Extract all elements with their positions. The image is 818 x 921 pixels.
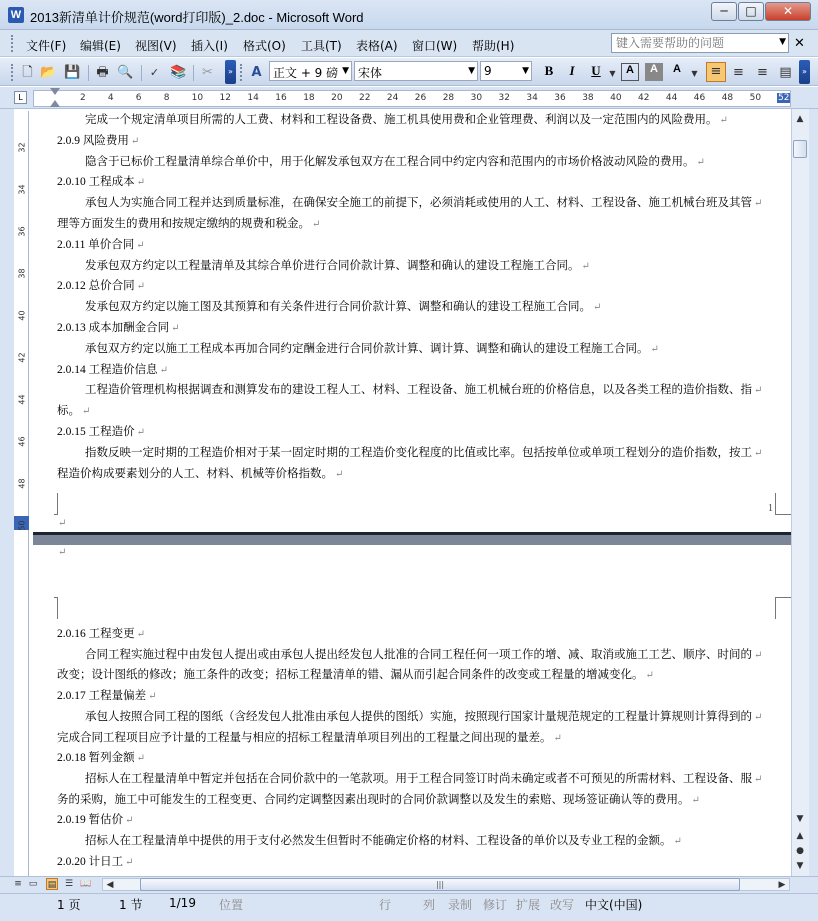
font-dropdown[interactable] (354, 61, 478, 81)
paragraph-mark: ↵ (335, 468, 344, 480)
paragraph-line (85, 770, 762, 786)
paragraph-mark: ↵ (171, 323, 180, 334)
horizontal-scroll-thumb[interactable]: ||| (140, 878, 740, 891)
title-bar (0, 0, 818, 30)
paragraph-line (85, 194, 762, 210)
left-margin-bar (0, 109, 14, 876)
paragraph-mark: ↵ (754, 198, 763, 210)
first-line-indent-marker[interactable] (50, 88, 60, 95)
chevron-down-icon[interactable]: ▼ (468, 66, 475, 76)
ruler-number: 32 (498, 93, 510, 103)
line-text: 2.0.20 计日工 (57, 855, 124, 868)
chevron-down-icon[interactable]: ▼ (691, 69, 698, 78)
size-dropdown[interactable] (480, 61, 532, 81)
menu-edit[interactable]: 编辑(E) (80, 39, 121, 53)
menu-view[interactable]: 视图(V) (135, 39, 177, 53)
select-browse-object-icon[interactable]: ● (796, 846, 804, 856)
paragraph-mark: ↵ (58, 547, 67, 558)
ruler-number: 36 (554, 93, 566, 103)
paragraph-mark: ↵ (136, 281, 146, 293)
paragraph-line (57, 465, 343, 481)
styles-icon[interactable]: A (251, 65, 262, 80)
paragraph-line (57, 791, 700, 807)
line-text: 2.0.18 暂列金额 (57, 752, 135, 765)
paragraph-line (57, 666, 654, 682)
line-text: 指数反映一定时期的工程造价相对于某一固定时期的工程造价变化程度的比值或比率。包括按单位或单项工程划分的造价指数，按工 (85, 446, 752, 459)
scroll-down-icon[interactable]: ▼ (796, 814, 804, 824)
page-break-gap (33, 532, 791, 545)
line-text: 程造价构成要素划分的人工、材料、机械等价格指数。 (57, 467, 333, 480)
line-text: 招标人在工程量清单中暂定并包括在合同价款中的一笔款项。用于工程合同签订时尚未确定或者不可预见的所需材料、工程设备、服 (85, 772, 752, 785)
right-edge-strip (809, 109, 818, 876)
crop-mark (54, 597, 58, 619)
char-border-icon[interactable]: A (621, 63, 639, 81)
menu-format[interactable]: 格式(O) (243, 39, 286, 53)
ruler-number: 18 (303, 93, 315, 103)
chevron-down-icon[interactable]: ▼ (342, 66, 349, 76)
paragraph-mark: ↵ (754, 649, 763, 661)
paragraph-line (57, 402, 90, 418)
ruler-number: 48 (721, 93, 734, 103)
ruler-number: 24 (386, 93, 399, 103)
ruler-number: 12 (219, 93, 231, 103)
paragraph-line (85, 444, 762, 460)
paragraph-line (85, 257, 590, 273)
chevron-down-icon[interactable]: ▼ (609, 69, 616, 78)
vertical-ruler-number: 44 (17, 394, 27, 405)
paragraph-mark: ↵ (125, 856, 134, 868)
line-text: 2.0.14 工程造价信息 (57, 363, 158, 376)
toolbar-separator (193, 65, 194, 81)
line-text: 2.0.11 单价合同 (57, 238, 135, 251)
status-page-count[interactable]: 1/19 (169, 896, 196, 910)
paragraph-mark: ↵ (125, 815, 134, 827)
crop-mark (775, 493, 791, 515)
menu-tools[interactable]: 工具(T) (301, 39, 342, 53)
status-overwrite[interactable]: 改写 (550, 898, 575, 912)
paragraph-mark: ↵ (593, 302, 602, 314)
paragraph-mark: ↵ (581, 260, 590, 272)
paragraph-mark: ↵ (650, 343, 659, 355)
spelling-icon[interactable]: ✓ (149, 66, 160, 79)
ruler-number: 20 (331, 93, 343, 103)
line-text: 改变；设计图纸的修改；施工条件的改变；招标工程量清单的错、漏从而引起合同条件的改变或工程量的增减变化。 (57, 669, 644, 682)
ruler-number: 22 (359, 93, 371, 103)
ruler-number: 16 (275, 93, 287, 103)
line-text: 2.0.17 工程量偏差 (57, 690, 147, 703)
paragraph-mark: ↵ (136, 629, 146, 640)
paragraph-line (85, 153, 705, 169)
next-page-icon[interactable]: ▼ (796, 861, 804, 871)
crop-mark (54, 493, 58, 515)
paragraph-line (85, 381, 762, 397)
paragraph-mark: ↵ (691, 794, 700, 806)
document-close-button[interactable]: ✕ (794, 36, 805, 51)
section-heading (57, 173, 145, 189)
menu-table[interactable]: 表格(A) (356, 39, 398, 53)
line-text: 2.0.13 成本加酬金合同 (57, 322, 170, 334)
status-revise[interactable]: 修订 (483, 898, 508, 912)
justify-icon[interactable]: ▤ (779, 65, 792, 80)
toolbar-grip[interactable] (11, 64, 15, 81)
line-text: 2.0.15 工程造价 (57, 426, 135, 438)
ruler-number: 38 (582, 93, 594, 103)
style-dropdown[interactable] (269, 61, 352, 81)
paragraph-line (85, 298, 601, 314)
ruler-end-value: 52 (778, 93, 790, 103)
align-left-icon[interactable]: ≡ (706, 62, 726, 82)
align-right-icon[interactable]: ≡ (757, 65, 768, 80)
section-heading (57, 687, 157, 703)
crop-mark (775, 597, 791, 619)
scroll-right-icon[interactable]: ▶ (778, 880, 786, 890)
previous-page-icon[interactable]: ▲ (796, 831, 804, 841)
scroll-up-icon[interactable]: ▲ (796, 114, 804, 124)
paragraph-mark: ↵ (136, 177, 146, 189)
paragraph-line (85, 646, 762, 662)
underline-button[interactable]: U (591, 63, 601, 78)
window-title: 2013新清单计价规范(word打印版)_2.doc - Microsoft Word (30, 10, 364, 25)
open-folder-icon[interactable]: 📂 (40, 65, 57, 80)
status-section[interactable]: 1 节 (119, 898, 143, 912)
normal-view-icon[interactable]: ≡ (14, 879, 22, 889)
line-text: 招标人在工程量清单中提供的用于支付必然发生但暂时不能确定价格的材料、工程设备的单价以及专业工程的金额。 (85, 835, 672, 847)
tab-selector[interactable]: L (14, 91, 27, 104)
ruler-number: 2 (80, 93, 86, 103)
section-heading (57, 625, 145, 641)
toolbar-overflow-button[interactable]: » (799, 60, 810, 84)
line-text: 承包双方约定以施工工程成本再加合同约定酬金进行合同价款计算、调计算、调整和确认的建设工程施工合同。 (85, 342, 649, 355)
paragraph-mark: ↵ (312, 219, 321, 230)
section-heading (57, 423, 145, 439)
menu-help[interactable]: 帮助(H) (472, 39, 515, 53)
line-text: 承包人为实施合同工程并达到质量标准，在确保安全施工的前提下，必须消耗或使用的人工、材料、工程设备、施工机械台班及其管 (85, 197, 752, 210)
ruler-number: 34 (526, 93, 538, 103)
paragraph-mark: ↵ (136, 239, 145, 251)
line-text: 2.0.12 总价合同 (57, 280, 135, 293)
status-extend[interactable]: 扩展 (516, 898, 541, 912)
scroll-left-icon[interactable]: ◀ (106, 880, 114, 890)
style-value: 正文 + 9 磅 (273, 66, 339, 80)
status-position[interactable]: 位置 (219, 898, 244, 912)
help-search-box[interactable] (611, 33, 789, 53)
word-app-icon[interactable]: W (8, 7, 24, 23)
section-heading (57, 749, 145, 765)
ruler-number: 44 (665, 93, 678, 103)
page-number: 1 (768, 503, 773, 514)
cut-icon[interactable]: ✂ (202, 65, 213, 80)
paragraph-mark: ↵ (58, 518, 67, 529)
hanging-indent-marker[interactable] (50, 100, 60, 107)
chevron-down-icon[interactable]: ▼ (522, 66, 529, 76)
reading-layout-view-icon[interactable]: 📖 (80, 879, 92, 889)
save-icon[interactable]: 💾 (64, 65, 81, 80)
paragraph-mark: ↵ (136, 427, 146, 438)
align-center-icon[interactable]: ≡ (733, 65, 744, 80)
section-heading (57, 361, 168, 377)
section-heading (57, 236, 145, 252)
line-text: 标。 (57, 405, 80, 418)
menu-window[interactable]: 窗口(W) (412, 39, 458, 53)
section-heading (57, 853, 134, 869)
status-language[interactable]: 中文(中国) (585, 898, 643, 912)
ruler-number: 42 (638, 93, 650, 103)
paragraph-line (57, 215, 320, 231)
paragraph-line (85, 832, 682, 848)
toolbar-separator (88, 65, 89, 81)
status-page[interactable]: 1 页 (57, 898, 81, 912)
paragraph-mark: ↵ (696, 156, 705, 168)
line-text: 发承包双方约定以施工图及其预算和有关条件进行合同价款计算、调整和确认的建设工程施工合同。 (85, 301, 591, 314)
help-search-input[interactable] (612, 34, 772, 52)
paragraph-mark: ↵ (148, 691, 157, 703)
paragraph-mark: ↵ (754, 773, 763, 785)
paragraph-mark: ↵ (159, 364, 169, 376)
vertical-ruler-number: 48 (17, 478, 27, 489)
status-column[interactable]: 列 (423, 898, 436, 912)
menu-insert[interactable]: 插入(I) (191, 39, 228, 53)
ruler-number: 8 (163, 93, 170, 103)
line-text: 2.0.10 工程成本 (57, 176, 135, 189)
bold-button[interactable]: B (544, 63, 554, 78)
vertical-ruler-number: 46 (17, 436, 27, 447)
paragraph-mark: ↵ (754, 711, 763, 723)
paragraph-mark: ↵ (553, 732, 562, 744)
size-value: 9 (484, 64, 492, 78)
vertical-ruler-number: 34 (17, 184, 27, 195)
char-shading-icon[interactable]: A (645, 63, 663, 81)
paragraph-mark: ↵ (645, 670, 654, 682)
ruler-number: 26 (414, 93, 427, 103)
ruler-number: 6 (135, 93, 142, 103)
print-layout-view-icon[interactable]: ▤ (47, 880, 57, 890)
section-heading (57, 811, 134, 827)
section-heading (57, 132, 139, 148)
paragraph-mark: ↵ (136, 753, 146, 765)
menu-grip[interactable] (11, 35, 15, 52)
vertical-scroll-thumb[interactable] (793, 140, 807, 158)
web-layout-view-icon[interactable]: ▭ (28, 879, 38, 889)
line-text: 承包人按照合同工程的图纸（含经发包人批准由承包人提供的图纸）实施，按照现行国家计量规范规定的工程量计算规则计算得到的 (85, 710, 752, 723)
vertical-ruler-number: 32 (17, 142, 27, 153)
vertical-ruler-number: 42 (17, 352, 27, 363)
status-line[interactable]: 行 (379, 898, 392, 912)
line-text: 2.0.9 风险费用 (57, 134, 129, 147)
paragraph-mark: ↵ (754, 447, 763, 459)
section-heading (57, 277, 145, 293)
outline-view-icon[interactable]: ☰ (64, 879, 74, 889)
paragraph-mark: ↵ (82, 406, 91, 418)
ruler-number: 10 (191, 93, 204, 103)
vertical-ruler-number: 40 (17, 310, 27, 321)
vertical-ruler-number: 50 (17, 520, 27, 531)
maximize-button[interactable]: □ (738, 2, 764, 21)
paragraph-line (57, 729, 562, 745)
vertical-ruler-number: 36 (17, 226, 27, 237)
line-text: 2.0.16 工程变更 (57, 628, 135, 640)
paragraph-mark: ↵ (673, 836, 682, 847)
ruler-number: 30 (470, 93, 483, 103)
line-text: 完成一个规定清单项目所需的人工费、材料和工程设备费、施工机具使用费和企业管理费、利润以及一定范围内的风险费用。 (85, 114, 718, 126)
italic-button[interactable]: I (569, 63, 575, 78)
font-color-icon[interactable]: A (673, 63, 681, 75)
toolbar-overflow-button[interactable]: » (225, 60, 236, 84)
line-text: 工程造价管理机构根据调查和测算发布的建设工程人工、材料、工程设备、施工机械台班的价格信息，以及各类工程的造价指数、指 (85, 384, 752, 397)
paragraph-line (85, 340, 659, 356)
minimize-button[interactable]: ─ (711, 2, 737, 21)
menu-file[interactable]: 文件(F) (26, 39, 67, 53)
vertical-ruler-number: 38 (17, 268, 27, 279)
toolbar-grip[interactable] (240, 64, 244, 81)
research-icon[interactable]: 📚 (170, 65, 187, 80)
paragraph-mark: ↵ (719, 115, 728, 126)
line-text: 隐含于已标价工程量清单综合单价中，用于化解发承包双方在工程合同中约定内容和范围内的市场价格波动风险的费用。 (85, 155, 695, 168)
ruler-number: 46 (693, 93, 706, 103)
close-button[interactable]: ✕ (765, 2, 811, 21)
chevron-down-icon[interactable]: ▼ (779, 37, 786, 47)
print-preview-icon[interactable]: 🔍 (117, 65, 134, 80)
paragraph-mark: ↵ (130, 135, 140, 147)
ruler-number: 28 (442, 93, 455, 103)
line-text: 理等方面发生的费用和按规定缴纳的规费和税金。 (57, 218, 310, 230)
ruler-number: 40 (610, 93, 622, 103)
line-text: 务的采购，施工中可能发生的工程变更、合同约定调整因素出现时的合同价款调整以及发生的索赔、现场签证确认等的费用。 (57, 793, 690, 806)
ruler-number: 50 (749, 93, 762, 103)
line-text: 合同工程实施过程中由发包人提出或由承包人提出经发包人批准的合同工程任何一项工作的增、减、取消或施工工艺、顺序、时间的 (85, 648, 752, 661)
paragraph-line (85, 111, 728, 127)
section-heading (57, 319, 180, 335)
ruler-number: 14 (247, 93, 259, 103)
vertical-scrollbar[interactable] (791, 109, 809, 876)
font-value: 宋体 (358, 66, 383, 80)
paragraph-mark: ↵ (754, 385, 763, 397)
toolbar-separator (141, 65, 142, 81)
line-text: 发承包双方约定以工程量清单及其综合单价进行合同价款计算、调整和确认的建设工程施工合同。 (85, 259, 580, 272)
print-icon[interactable]: 🖶 (96, 65, 109, 80)
status-record[interactable]: 录制 (448, 898, 473, 912)
ruler-number: 4 (107, 93, 114, 103)
line-text: 完成合同工程项目应予计量的工程量与相应的招标工程量清单项目列出的工程量之间出现的量差。 (57, 731, 552, 744)
paragraph-line (85, 708, 762, 724)
new-document-icon[interactable]: 🗋 (22, 65, 33, 80)
line-text: 2.0.19 暂估价 (57, 814, 124, 827)
